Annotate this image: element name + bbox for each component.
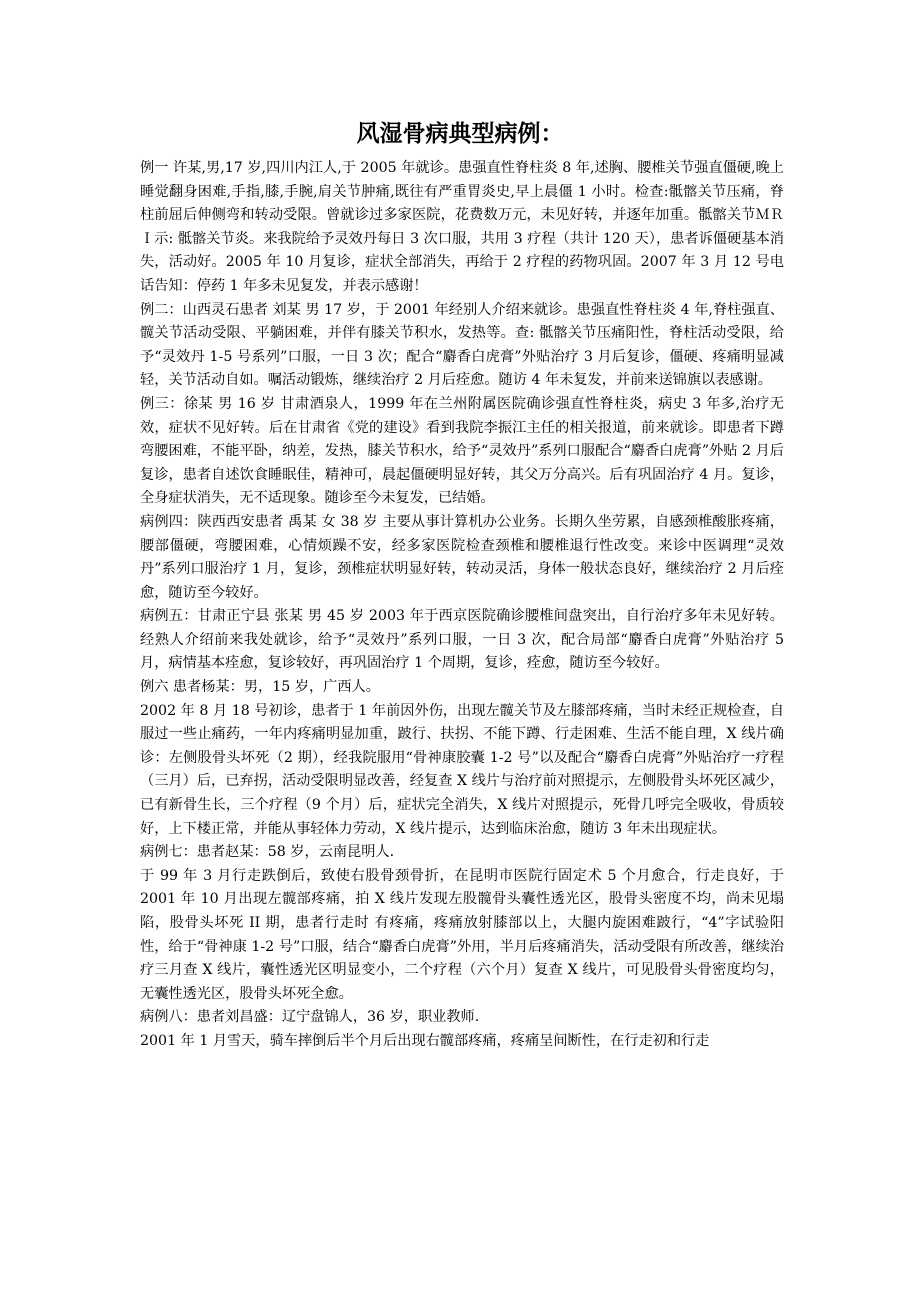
case-2-paragraph: 例二：山西灵石患者 刘某 男 17 岁，于 2001 年经别人介绍来就诊。患强直性脊柱炎 4 年,脊柱强直、髋关节活动受限、平躺困难，并伴有膝关节积水，发热等。查: 骶髂关节压痛阳性，脊柱活动受限，给予“灵效丹 1-5 号系列”口服，一日 3 次；配合“麝香白虎膏”外贴治疗 3 月后复诊，僵硬、疼痛明显减轻，关节活动自如。嘱活动锻炼，继续治疗 2 月后痊愈。随访 4 年未复发，并前来送锦旗以表感谢。	[140, 301, 784, 389]
case-7-heading: 病例七：患者赵某：58 岁，云南昆明人.	[140, 844, 395, 861]
case-7-paragraph: 于 99 年 3 月行走跌倒后，致使右股骨颈骨折，在昆明市医院行固定术 5 个月愈合，行走良好，于 2001 年 10 月出现左髋部疼痛，拍 X 线片发现左股髋骨头囊性透光区，股骨头密度不均，尚未见塌陷，股骨头坏死 II 期，患者行走时 有疼痛，疼痛放射膝部以上，大腿内旋困难跛行，“4”字试验阳性，给于“骨神康 1-2 号”口服，结合“麝香白虎膏”外用，半月后疼痛消失，活动受限有所改善，继续治疗三月查 X 线片，囊性透光区明显变小，二个疗程（六个月）复查 X 线片，可见股骨头骨密度均匀，无囊性透光区，股骨头坏死全愈。	[140, 867, 784, 1002]
case-8-paragraph: 2001 年 1 月雪天，骑车摔倒后半个月后出现右髋部疼痛，疼痛呈间断性，在行走初和行走	[140, 1032, 710, 1049]
page-title: 风湿骨病典型病例：	[356, 120, 564, 147]
case-4-paragraph: 病例四：陕西西安患者 禹某 女 38 岁 主要从事计算机办公业务。长期久坐劳累，自感颈椎酸胀疼痛，腰部僵硬，弯腰困难，心情烦躁不安，经多家医院检查颈椎和腰椎退行性改变。来诊中医调理“灵效丹”系列口服治疗 1 月，复诊，颈椎症状明显好转，转动灵活，身体一般状态良好，继续治疗 2 月后痊愈，随访至今较好。	[140, 513, 784, 601]
case-6-heading: 例六 患者杨某：男，15 岁，广西人。	[140, 679, 380, 696]
case-1-paragraph: 例一 许某,男,17 岁,四川内江人,于 2005 年就诊。患强直性脊柱炎 8 年,述胸、腰椎关节强直僵硬,晚上睡觉翻身困难,手指,膝,手腕,肩关节肿痛,既往有严重胃炎史,早上晨僵 1 小时。检查:骶髂关节压痛，脊柱前屈后伸侧弯和转动受限。曾就诊过多家医院，花费数万元，未见好转，并逐年加重。骶髂关节ＭＲＩ示: 骶髂关节炎。来我院给予灵效丹每日 3 次口服，共用 3 疗程（共计 120 天），患者诉僵硬基本消失，活动好。2005 年 10 月复诊，症状全部消失，再给于 2 疗程的药物巩固。2007 年 3 月 12 号电话告知：停药 1 年多未见复发，并表示感谢！	[140, 160, 784, 294]
case-5-paragraph: 病例五：甘肃正宁县 张某 男 45 岁 2003 年于西京医院确诊腰椎间盘突出，自行治疗多年未见好转。经熟人介绍前来我处就诊，给予“灵效丹”系列口服，一日 3 次，配合局部“麝香白虎膏”外贴治疗 5 月，病情基本痊愈，复诊较好，再巩固治疗 1 个周期，复诊，痊愈，随访至今较好。	[140, 608, 784, 672]
case-3-paragraph: 例三：徐某 男 16 岁 甘肃酒泉人，1999 年在兰州附属医院确诊强直性脊柱炎，病史 3 年多,治疗无效，症状不见好转。后在甘肃省《党的建设》看到我院李振江主任的相关报道，前来就诊。即患者下蹲弯腰困难，不能平卧，纳差，发热，膝关节积水，给予“灵效丹”系列口服配合“麝香白虎膏”外贴 2 月后复诊，患者自述饮食睡眠佳，精神可，晨起僵硬明显好转，其父万分高兴。后有巩固治疗 4 月。复诊，全身症状消失，无不适现象。随诊至今未复发，已结婚。	[140, 395, 784, 507]
case-8-heading: 病例八：患者刘昌盛：辽宁盘锦人，36 岁，职业教师.	[140, 1009, 480, 1026]
case-6-paragraph: 2002 年 8 月 18 号初诊，患者于 1 年前因外伤，出现左髋关节及左膝部疼痛，当时未经正规检查，自服过一些止痛药，一年内疼痛明显加重，跛行、扶拐、不能下蹲、行走困难、生活不能自理，X 线片确诊：左侧股骨头坏死（2 期），经我院服用“骨神康胶囊 1-2 号”以及配合“麝香白虎膏”外贴治疗一疗程（三月）后，已弃拐，活动受限明显改善，经复查 X 线片与治疗前对照提示，左侧股骨头坏死区减少，已有新骨生长，三个疗程（9 个月）后，症状完全消失，X 线片对照提示，死骨几呼完全吸收，骨质较好，上下楼正常，并能从事轻体力劳动，X 线片提示，达到临床治愈，随访 3 年未出现症状。	[140, 702, 784, 837]
document-body	[140, 157, 784, 1054]
